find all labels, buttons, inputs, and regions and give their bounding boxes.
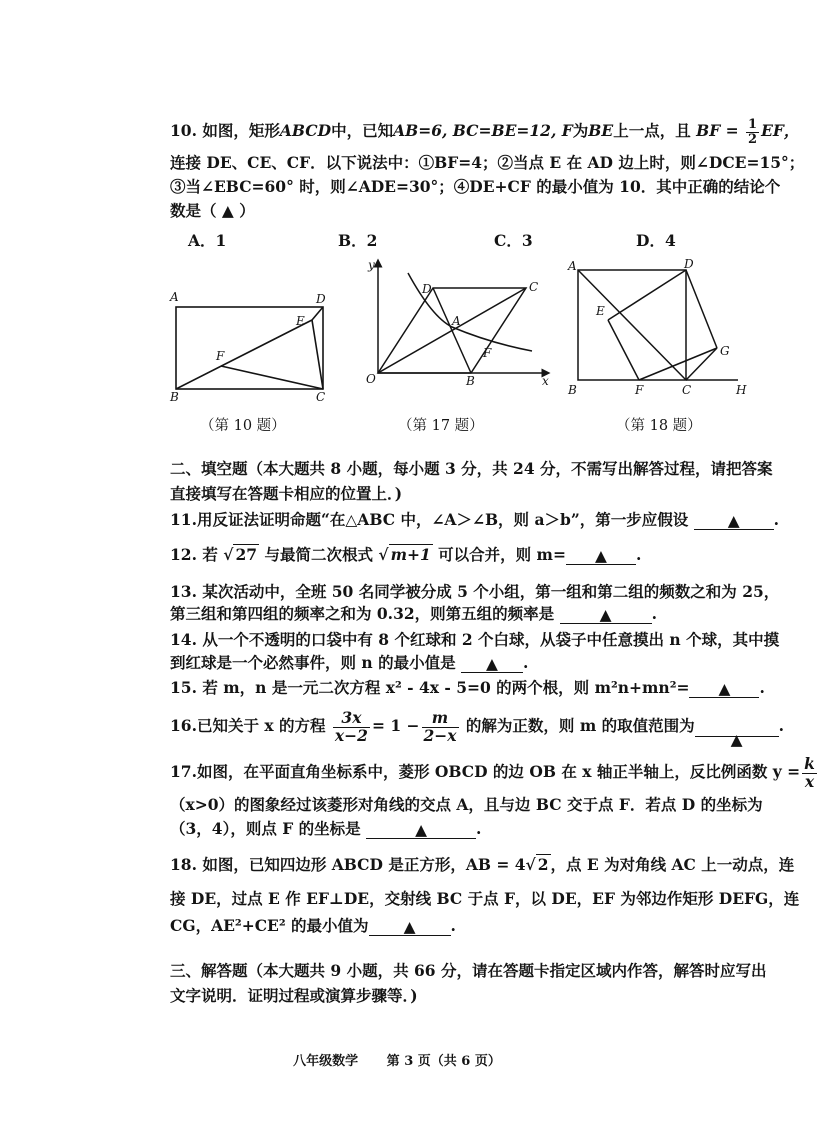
answer-blank: ▲ — [366, 820, 476, 839]
fraction-numerator: m — [422, 710, 459, 727]
label-f: F — [483, 346, 492, 360]
sqrt-sign: √ — [378, 545, 389, 564]
q14-end: . — [522, 653, 529, 672]
fraction-denominator: x — [804, 771, 815, 791]
q17-text: （3，4），则点 F 的坐标是 — [170, 819, 361, 838]
answer-blank: ▲ — [560, 605, 652, 624]
q16-text: 16.已知关于 x 的方程 — [170, 716, 326, 735]
q14-text: 到红球是一个必然事件，则 n 的最小值是 — [170, 653, 456, 672]
answer-blank: ▲ — [461, 654, 523, 673]
q10-text: 为 — [572, 121, 589, 141]
q14-line2 — [170, 653, 528, 673]
label-f: F — [635, 383, 644, 397]
segment-cf — [221, 366, 323, 389]
footer-page-number: 第 3 页（共 6 页） — [386, 1054, 501, 1069]
fraction-numerator: 3x — [333, 710, 370, 727]
label-c: C — [682, 383, 692, 397]
sqrt-sign: √ — [223, 545, 234, 564]
label-e: E — [596, 304, 605, 318]
q18-end: . — [450, 916, 456, 935]
label-d: D — [422, 282, 432, 296]
diagonal-ac — [578, 270, 686, 380]
answer-blank: ▲ — [695, 718, 779, 737]
page-footer — [0, 1050, 794, 1069]
label-g: G — [720, 344, 730, 358]
figure-17 — [360, 255, 555, 405]
segment-ce — [312, 320, 323, 389]
radicand: 27 — [235, 545, 258, 564]
q18-text: ，点 E 为对角线 AC 上一动点，连 — [550, 855, 795, 874]
q17-line1 — [170, 750, 819, 794]
q15-end: . — [759, 678, 765, 697]
segment-cg — [686, 348, 717, 380]
q15 — [170, 678, 765, 698]
q13-line1: 13. 某次活动中，全班 50 名同学被分成 5 个小组，第一组和第二组的频数之和为 25， — [170, 582, 780, 601]
figure-10 — [160, 285, 340, 405]
q16-end: . — [778, 716, 785, 735]
q15-text: 15. 若 m，n 是一元二次方程 x² - 4x - 5=0 的两个根，则 m²n+mn²= — [170, 678, 690, 697]
q14-line1: 14. 从一个不透明的口袋中有 8 个红球和 2 个白球，从袋子中任意摸出 n 个球，其中摸 — [170, 630, 780, 649]
q10-text: 中，已知 — [331, 121, 394, 141]
q12-text: 12. 若 — [170, 545, 218, 564]
figure-18-caption: （第 18 题） — [616, 418, 702, 434]
q12 — [170, 545, 641, 565]
fraction-numerator: k — [804, 754, 815, 774]
radicand: m+1 — [390, 545, 431, 564]
segment-fg — [639, 348, 717, 380]
q10-line4: 数是（ ▲ ） — [170, 201, 255, 220]
fraction — [746, 118, 759, 146]
q11 — [170, 510, 779, 530]
q10-line2: 连接 DE、CE、CF．以下说法中：①BF=4；②当点 E 在 AD 边上时，则∠DCE=15°； — [170, 153, 805, 172]
answer-blank: ▲ — [689, 679, 759, 698]
section-3-heading: 三、解答题（本大题共 9 小题，共 66 分，请在答题卡指定区域内作答，解答时应写出 — [170, 961, 767, 980]
q10-text: 上一点，且 — [613, 121, 691, 141]
label-f: F — [216, 349, 225, 363]
fraction-numerator: 1 — [748, 117, 758, 132]
q12-text: 可以合并，则 m= — [438, 545, 566, 564]
q16 — [170, 704, 784, 748]
segment-de — [312, 307, 323, 320]
answer-blank: ▲ — [566, 546, 636, 565]
q18-text: CG，AE²+CE² 的最小值为 — [170, 916, 369, 935]
q10-text: 10. 如图，矩形 — [170, 121, 280, 141]
fraction-denominator: 2−x — [423, 725, 457, 745]
q10-line3: ③当∠EBC=60° 时，则∠ADE=30°；④DE+CF 的最小值为 10．其中正确的结论个 — [170, 177, 781, 196]
q17-end: . — [476, 819, 482, 838]
diagonal-db — [433, 288, 471, 373]
label-h: H — [736, 383, 747, 397]
segment-ef — [608, 320, 639, 380]
label-a: A — [452, 314, 461, 328]
label-b: B — [170, 390, 179, 404]
section-2-heading: 二、填空题（本大题共 8 小题，每小题 3 分，共 24 分，不需写出解答过程，请把答案 — [170, 459, 773, 478]
q18-line3 — [170, 916, 456, 936]
section-2-heading-cont: 直接填写在答题卡相应的位置上．) — [170, 484, 403, 503]
segment-de — [608, 270, 686, 320]
q12-text: 与最简二次根式 — [264, 545, 373, 564]
q10-text: EF， — [761, 121, 800, 141]
choice-b: B．2 — [338, 231, 378, 250]
fraction — [802, 756, 817, 790]
label-y: y — [368, 258, 375, 272]
segment-dg — [686, 270, 717, 348]
figure-10-caption: （第 10 题） — [200, 418, 286, 434]
segment-be — [176, 320, 312, 389]
q10-line1 — [170, 118, 799, 146]
choice-a: A．1 — [188, 231, 227, 250]
q18-text: 18. 如图，已知四边形 ABCD 是正方形，AB = 4 — [170, 855, 526, 874]
q11-text: 11.用反证法证明命题“在△ABC 中，∠A＞∠B，则 a＞b”，第一步应假设 — [170, 510, 689, 529]
figure-17-caption: （第 17 题） — [398, 418, 484, 434]
fraction-denominator: x−2 — [334, 725, 368, 745]
label-a: A — [170, 290, 179, 304]
q10-text: BE — [588, 121, 614, 141]
q11-end: . — [773, 510, 780, 529]
choice-d: D．4 — [636, 231, 676, 250]
q16-text: = 1 − — [371, 716, 420, 735]
label-x: x — [542, 374, 549, 388]
q13-text: 第三组和第四组的频率之和为 0.32，则第五组的频率是 — [170, 604, 555, 623]
answer-blank: ▲ — [694, 511, 774, 530]
label-e: E — [296, 314, 305, 328]
label-c: C — [529, 280, 539, 294]
q17-text: 17.如图，在平面直角坐标系中，菱形 OBCD 的边 OB 在 x 轴正半轴上，反比例函数 y = — [170, 762, 801, 781]
answer-blank: ▲ — [369, 917, 451, 936]
fraction — [333, 710, 370, 744]
label-d: D — [684, 257, 694, 271]
radicand: 2 — [537, 855, 549, 874]
footer-subject: 八年级数学 — [293, 1054, 359, 1069]
q13-line2 — [170, 604, 657, 624]
figure-18 — [560, 258, 755, 403]
q13-end: . — [651, 604, 657, 623]
fraction-denominator: 2 — [748, 131, 758, 147]
label-b: B — [466, 374, 475, 388]
label-c: C — [316, 390, 326, 404]
fraction — [422, 710, 459, 744]
q16-text: 的解为正数，则 m 的取值范围为 — [465, 716, 695, 735]
label-o: O — [366, 372, 376, 386]
label-a: A — [568, 259, 577, 273]
choice-c: C．3 — [494, 231, 533, 250]
label-b: B — [568, 383, 577, 397]
q17-line3 — [170, 819, 481, 839]
q18-line2: 接 DE，过点 E 作 EF⊥DE，交射线 BC 于点 F，以 DE，EF 为邻边作矩形 DEFG，连 — [170, 889, 800, 908]
q12-end: . — [635, 545, 642, 564]
q10-text: BF = — [696, 121, 739, 141]
q18-line1 — [170, 855, 794, 875]
sqrt-sign: √ — [525, 855, 536, 874]
q10-text: AB=6, BC=BE=12, F — [393, 121, 573, 141]
q17-line2: （x>0）的图象经过该菱形对角线的交点 A，且与边 BC 交于点 F．若点 D 的坐标为 — [170, 795, 763, 814]
section-3-heading-cont: 文字说明．证明过程或演算步骤等．) — [170, 986, 418, 1005]
label-d: D — [316, 292, 326, 306]
q10-text: ABCD — [279, 121, 332, 141]
